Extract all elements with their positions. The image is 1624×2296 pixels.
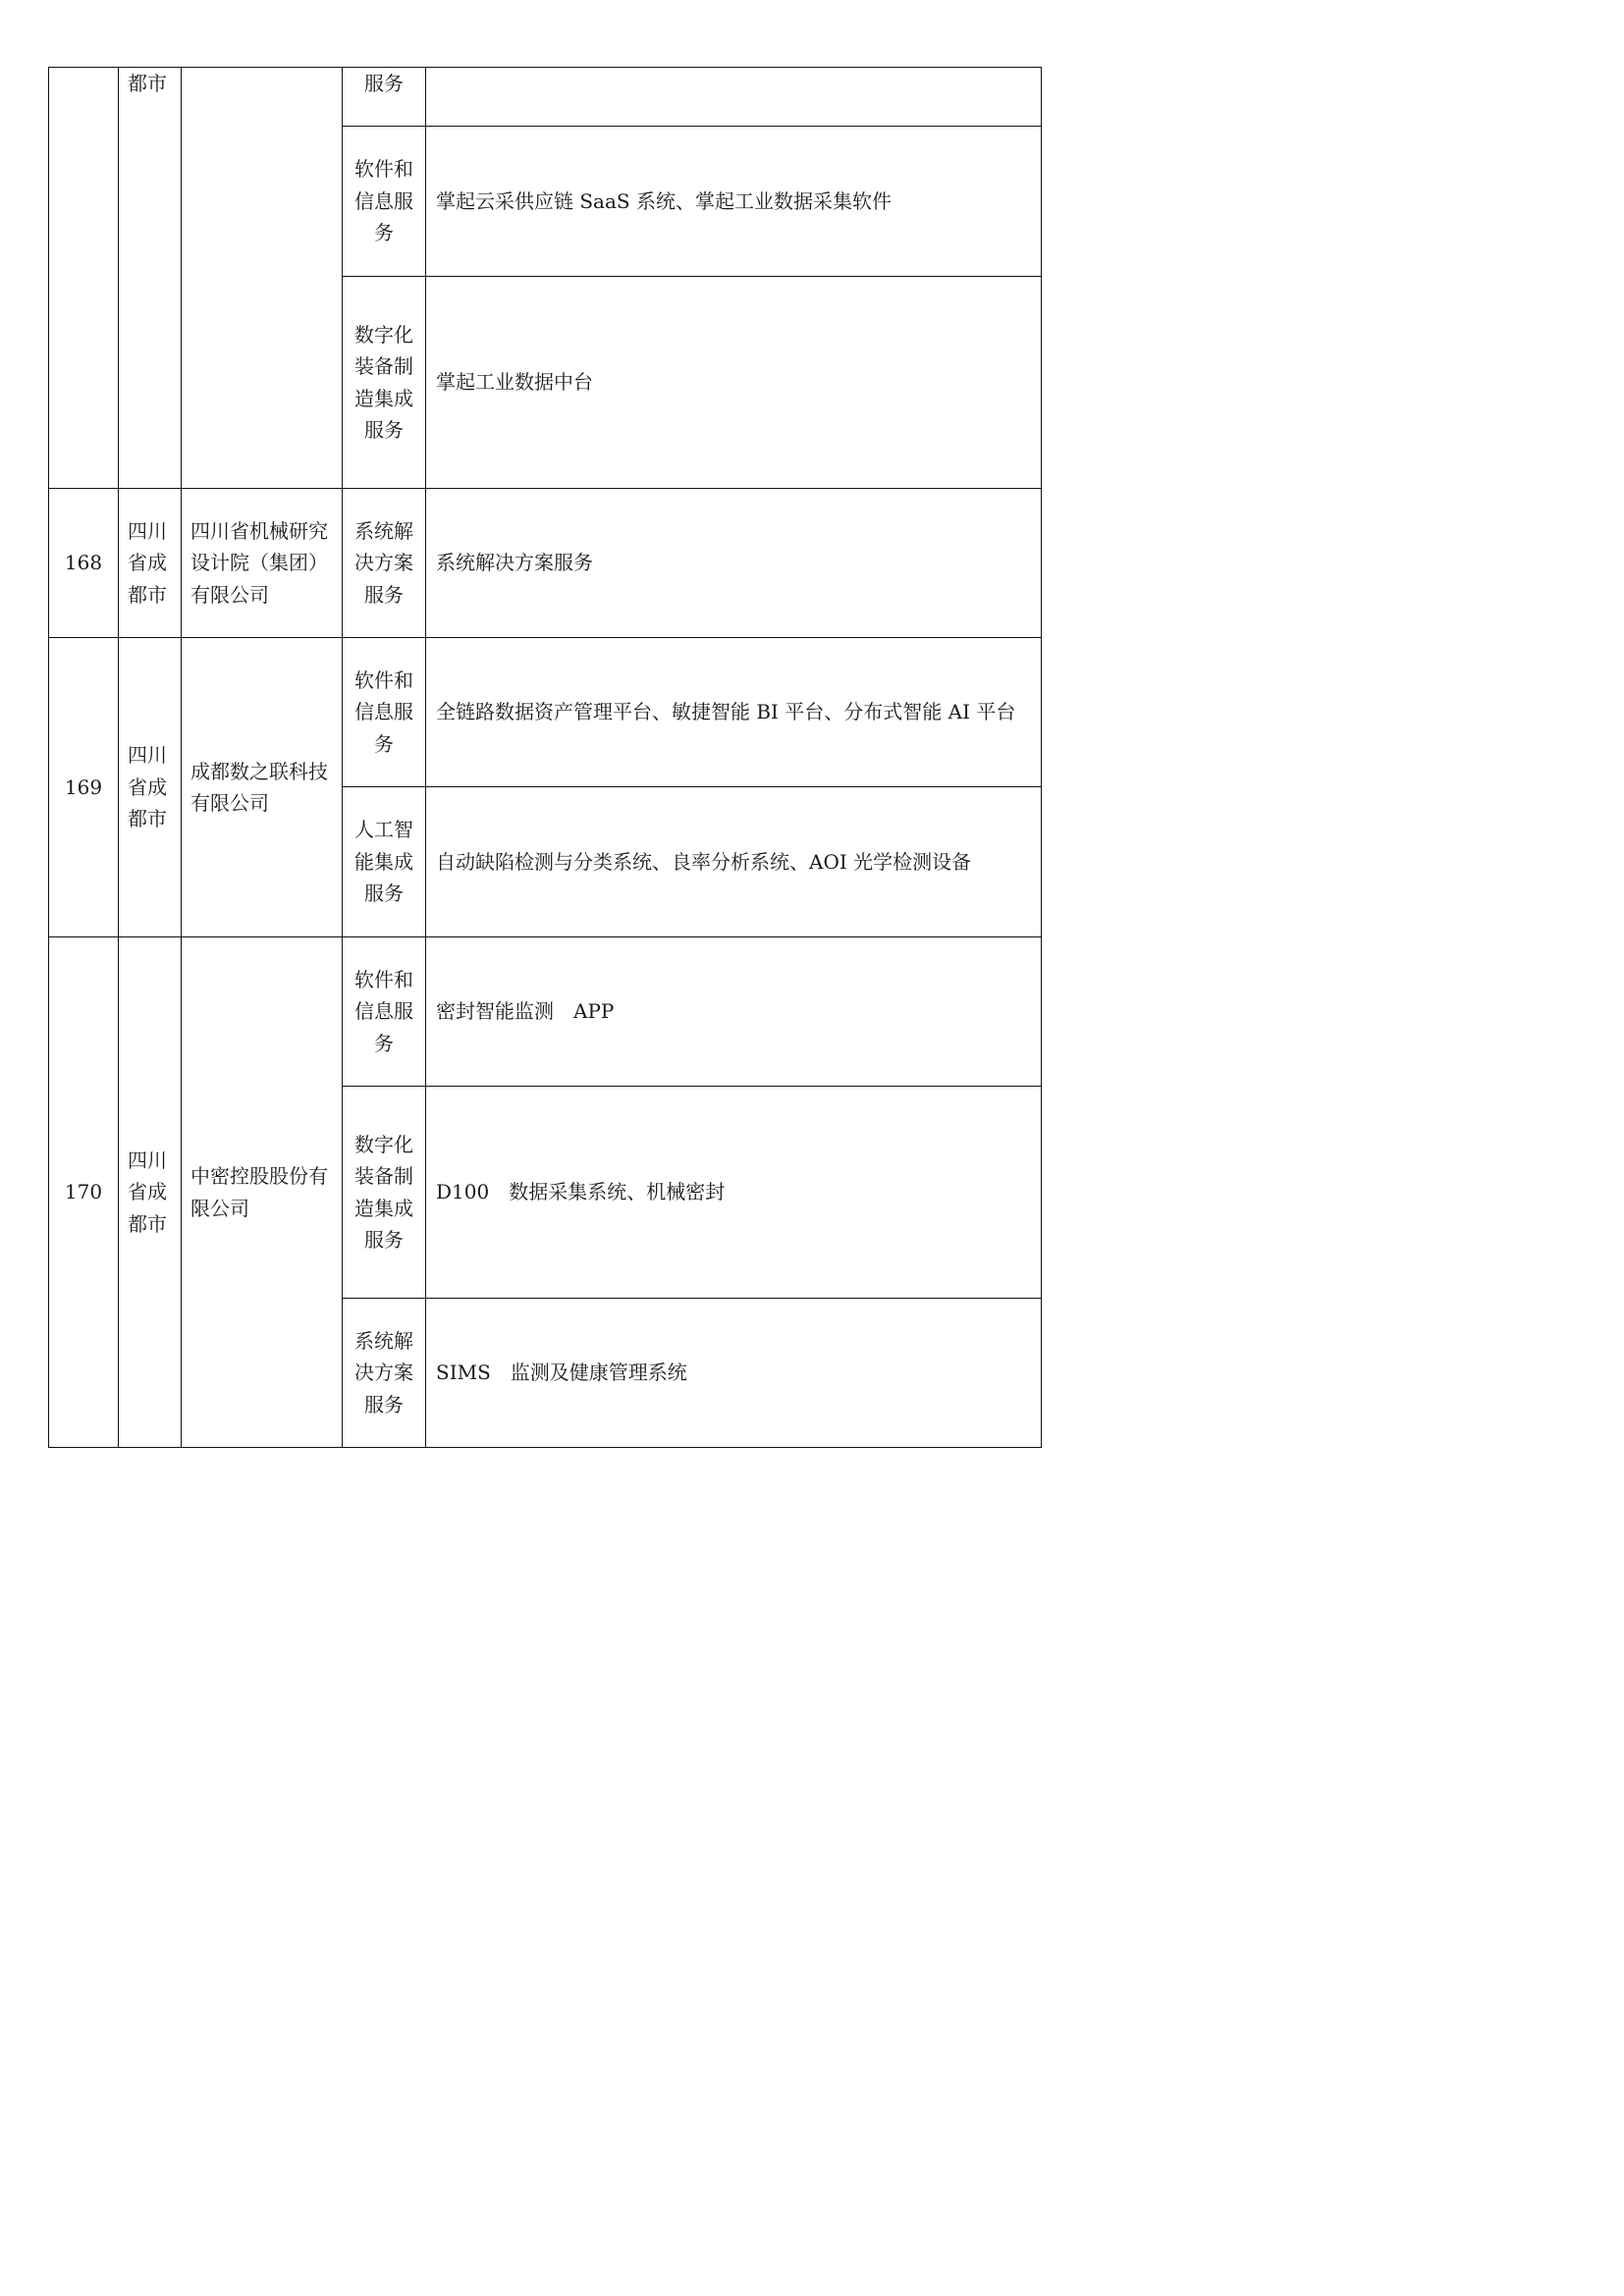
- table-row: [49, 489, 1042, 638]
- category-text: 服务: [364, 72, 404, 95]
- product-cell: [426, 787, 1042, 937]
- category-text: 系统解决方案服务: [354, 1328, 413, 1416]
- company-cell: [182, 68, 343, 489]
- category-text: 数字化装备制造集成服务: [354, 322, 413, 442]
- product-cell: [426, 937, 1042, 1087]
- category-cell: [343, 127, 426, 277]
- region-cell: [119, 489, 182, 638]
- category-cell: [343, 937, 426, 1087]
- category-text: 软件和信息服务: [354, 157, 413, 245]
- category-text: 软件和信息服务: [354, 967, 413, 1055]
- category-cell: [343, 1299, 426, 1448]
- product-text: 掌起云采供应链 SaaS 系统、掌起工业数据采集软件: [436, 188, 892, 213]
- category-text: 人工智能集成服务: [354, 818, 413, 906]
- company-name: 四川省机械研究设计院（集团）有限公司: [190, 518, 328, 607]
- index-cell: [49, 68, 119, 489]
- product-cell: [426, 1087, 1042, 1299]
- product-text: 全链路数据资产管理平台、敏捷智能 BI 平台、分布式智能 AI 平台: [436, 700, 1016, 724]
- category-text: 系统解决方案服务: [354, 518, 413, 607]
- category-cell: [343, 489, 426, 638]
- product-text: 自动缺陷检测与分类系统、良率分析系统、AOI 光学检测设备: [436, 849, 972, 874]
- category-cell: [343, 638, 426, 787]
- product-cell: [426, 489, 1042, 638]
- table-row: [49, 638, 1042, 787]
- region-text: 四川省成都市: [128, 743, 167, 831]
- region-cell: [119, 68, 182, 489]
- category-text: 软件和信息服务: [354, 667, 413, 756]
- product-text: SIMS 监测及健康管理系统: [436, 1361, 687, 1385]
- category-cell: [343, 1087, 426, 1299]
- region-cell: [119, 937, 182, 1448]
- table-row: [49, 937, 1042, 1087]
- region-text: 四川省成都市: [128, 1148, 167, 1236]
- product-cell: [426, 638, 1042, 787]
- category-text: 数字化装备制造集成服务: [354, 1132, 413, 1252]
- product-text: 掌起工业数据中台: [436, 370, 593, 395]
- product-cell: [426, 277, 1042, 489]
- product-text: D100 数据采集系统、机械密封: [436, 1180, 726, 1204]
- index-number: 168: [64, 551, 103, 575]
- product-cell: [426, 68, 1042, 127]
- product-text: 密封智能监测 APP: [436, 999, 615, 1024]
- category-cell: [343, 787, 426, 937]
- index-number: 169: [64, 774, 103, 799]
- product-cell: [426, 1299, 1042, 1448]
- table-row: [49, 68, 1042, 127]
- index-number: 170: [64, 1180, 103, 1204]
- company-cell: [182, 489, 343, 638]
- region-text: 都市: [128, 72, 167, 95]
- service-provider-table: [48, 67, 1042, 1448]
- category-cell: [343, 68, 426, 127]
- index-cell: [49, 489, 119, 638]
- company-name: 成都数之联科技有限公司: [190, 759, 328, 815]
- product-text: 系统解决方案服务: [436, 551, 593, 575]
- category-cell: [343, 277, 426, 489]
- company-cell: [182, 638, 343, 937]
- product-cell: [426, 127, 1042, 277]
- company-name: 中密控股股份有限公司: [190, 1164, 328, 1220]
- company-cell: [182, 937, 343, 1448]
- region-cell: [119, 638, 182, 937]
- index-cell: [49, 638, 119, 937]
- index-cell: [49, 937, 119, 1448]
- region-text: 四川省成都市: [128, 518, 167, 607]
